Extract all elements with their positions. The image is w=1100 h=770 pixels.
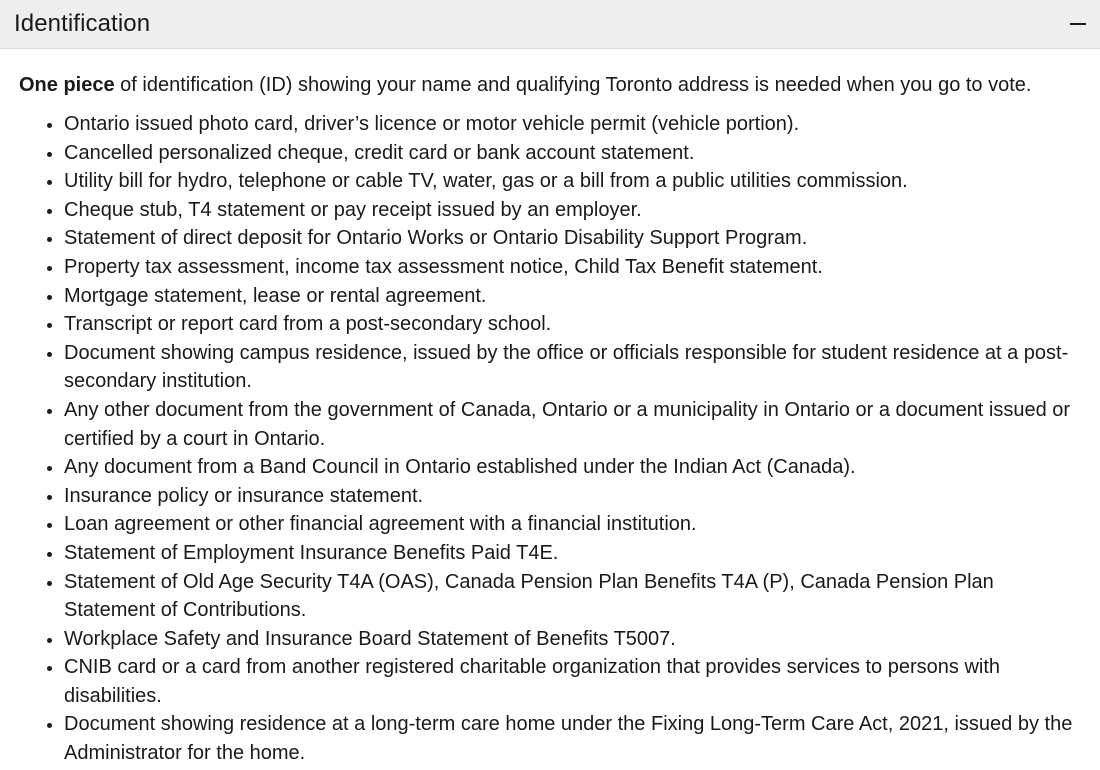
- accordion-header[interactable]: [0, 0, 1100, 49]
- list-item: • Any document from a Band Council in Ontario established under the Indian Act (Canada).: [64, 453, 1081, 482]
- list-item: • Transcript or report card from a post-secondary school.: [64, 310, 1081, 339]
- list-item: • Ontario issued photo card, driver’s licence or motor vehicle permit (vehicle portion).: [64, 110, 1081, 139]
- intro-text: of identification (ID) showing your name and qualifying Toronto address is needed when you go to vote.: [114, 74, 1032, 96]
- collapse-toggle-button[interactable]: [1056, 9, 1086, 39]
- list-item: • Cancelled personalized cheque, credit card or bank account statement.: [64, 139, 1081, 168]
- list-item: • Document showing campus residence, issued by the office or officials responsible for student residence at a post-secondary institution.: [64, 339, 1081, 396]
- list-item: • Any other document from the government of Canada, Ontario or a municipality in Ontario or a document issued or certified by a court in Ontario.: [64, 396, 1081, 453]
- list-item: • Statement of Employment Insurance Benefits Paid T4E.: [64, 539, 1081, 568]
- list-item: • Property tax assessment, income tax assessment notice, Child Tax Benefit statement.: [64, 253, 1081, 282]
- list-item: • Workplace Safety and Insurance Board Statement of Benefits T5007.: [64, 625, 1081, 654]
- intro-bold: One piece: [19, 74, 115, 96]
- id-requirements-list: [19, 110, 1081, 768]
- list-item: • Insurance policy or insurance statement.: [64, 482, 1081, 511]
- minus-icon: [1070, 23, 1086, 25]
- list-item: • Cheque stub, T4 statement or pay receipt issued by an employer.: [64, 196, 1081, 225]
- list-item: • Statement of direct deposit for Ontario Works or Ontario Disability Support Program.: [64, 224, 1081, 253]
- accordion-body: [0, 49, 1100, 768]
- accordion-title: Identification: [14, 10, 151, 37]
- list-item: • Loan agreement or other financial agreement with a financial institution.: [64, 510, 1081, 539]
- list-item: • CNIB card or a card from another registered charitable organization that provides services to persons with disabilities.: [64, 653, 1081, 710]
- intro-paragraph: [19, 70, 1081, 100]
- list-item: • Utility bill for hydro, telephone or cable TV, water, gas or a bill from a public utilities commission.: [64, 167, 1081, 196]
- list-item: • Document showing residence at a long-term care home under the Fixing Long-Term Care Act, 2021, issued by the Administrator for the home.: [64, 710, 1081, 767]
- list-item: • Mortgage statement, lease or rental agreement.: [64, 282, 1081, 311]
- list-item: • Statement of Old Age Security T4A (OAS), Canada Pension Plan Benefits T4A (P), Canada Pension Plan Statement of Contributions.: [64, 568, 1081, 625]
